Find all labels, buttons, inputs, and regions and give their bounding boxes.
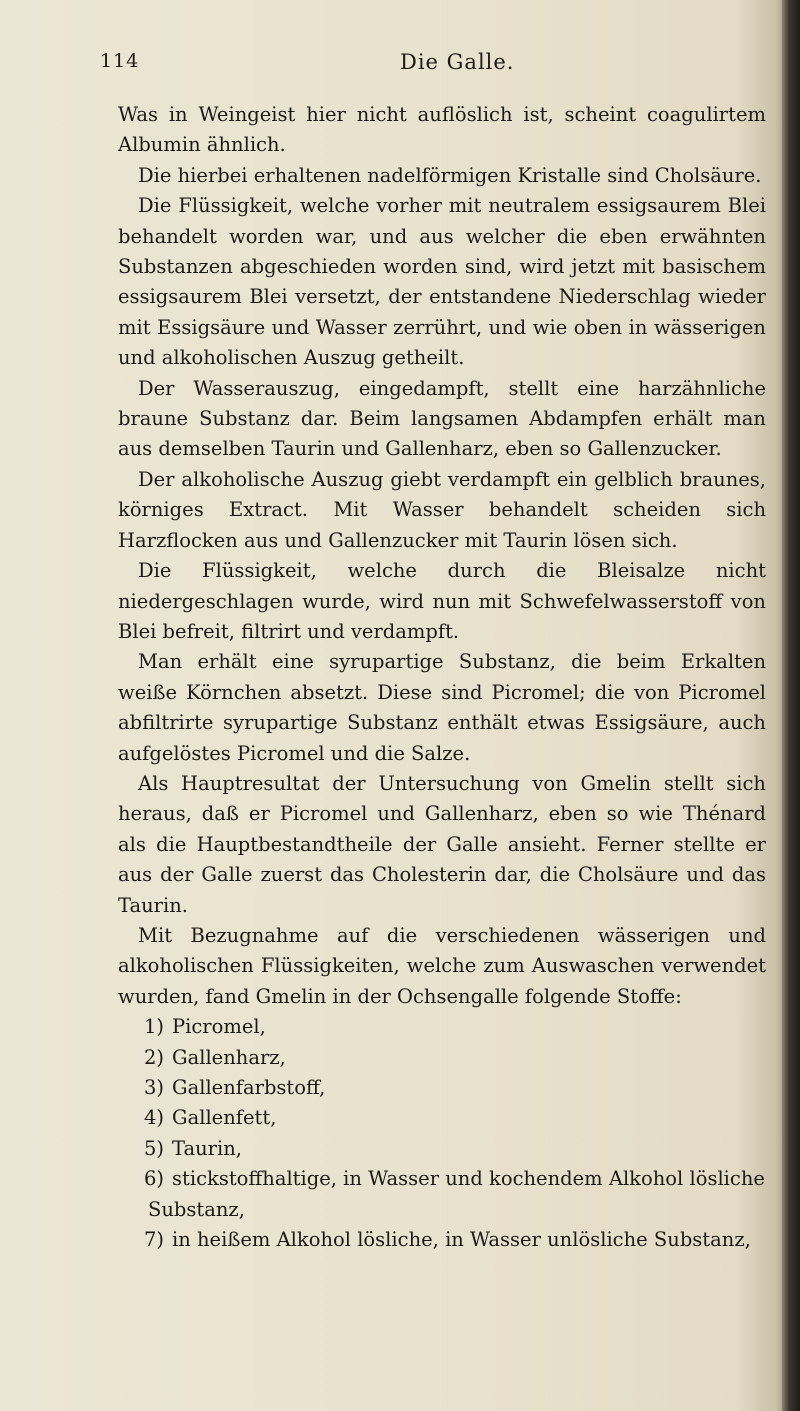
paragraph: Die Flüssigkeit, welche durch die Bleisalze nicht niedergeschlagen wurde, wird nun mit Schwefelwasserstoff von Blei befreit, filtrirt und verdampft. — [118, 559, 766, 643]
list-number: 7) — [144, 1228, 165, 1252]
list-text: Gallenharz, — [172, 1045, 286, 1069]
list-item — [118, 1043, 766, 1073]
list-item — [118, 1073, 766, 1103]
list-text: Gallenfett, — [172, 1106, 277, 1130]
binding-shadow — [782, 0, 800, 1411]
list-item — [118, 1103, 766, 1133]
paragraph: Mit Bezugnahme auf die verschiedenen wässerigen und alkoholischen Flüssigkeiten, welche zum Auswaschen verwendet wurden, fand Gmelin in der Ochsengalle folgende Stoffe: — [118, 923, 766, 1008]
paragraph: Der alkoholische Auszug giebt verdampft ein gelblich braunes, körniges Extract. Mit Wasser behandelt scheiden sich Harzflocken aus und Gallenzucker mit Taurin lösen sich. — [118, 467, 766, 552]
list-item — [118, 1012, 766, 1042]
list-text: Picromel, — [172, 1015, 266, 1039]
running-head: Die Galle. — [400, 50, 515, 74]
substance-list — [118, 1012, 766, 1255]
paragraph: Was in Weingeist hier nicht auflöslich ist, scheint coagulirtem Albumin ähnlich. — [118, 103, 766, 157]
list-number: 3) — [144, 1076, 165, 1099]
list-text: Gallenfarbstoff, — [172, 1076, 326, 1099]
paragraph: Man erhält eine syrupartige Substanz, die beim Erkalten weiße Körnchen absetzt. Diese sind Picromel; die von Picromel abfiltrirte syrupartige Substanz enthält etwas Essigsäure, auch aufgelöstes Picromel und die Salze. — [118, 650, 766, 765]
list-number: 1) — [144, 1015, 165, 1039]
page-number: 114 — [100, 50, 140, 72]
list-number: 6) — [144, 1167, 165, 1191]
list-number: 2) — [144, 1045, 165, 1069]
page-body — [118, 100, 766, 1255]
paragraph: Als Hauptresultat der Untersuchung von Gmelin stellt sich heraus, daß er Picromel und Gallenharz, eben so wie Thénard als die Hauptbestandtheile der Galle ansieht. Ferner stellte er aus der Galle zuerst das Cholesterin dar, die Cholsäure und das Taurin. — [118, 771, 766, 917]
list-item — [118, 1164, 766, 1225]
paragraph: Die hierbei erhaltenen nadelförmigen Kristalle sind Cholsäure. — [138, 163, 762, 187]
list-item — [118, 1134, 766, 1164]
page-header — [100, 50, 760, 80]
list-number: 5) — [144, 1136, 165, 1160]
list-text: Taurin, — [172, 1136, 242, 1160]
list-number: 4) — [144, 1106, 165, 1130]
list-text: in heißem Alkohol lösliche, in Wasser unlösliche Substanz, — [172, 1228, 751, 1252]
list-item — [118, 1225, 766, 1255]
paragraph: Die Flüssigkeit, welche vorher mit neutralem essigsaurem Blei behandelt worden war, und aus welcher die eben erwähnten Substanzen abgeschieden worden sind, wird jetzt mit basischem essigsaurem Blei versetzt, der entstandene Niederschlag wieder mit Essigsäure und Wasser zerrührt, und wie oben in wässerigen und alkoholischen Auszug getheilt. — [118, 194, 766, 370]
paragraph: Der Wasserauszug, eingedampft, stellt eine harzähnliche braune Substanz dar. Beim langsamen Abdampfen erhält man aus demselben Taurin und Gallenharz, eben so Gallenzucker. — [118, 376, 766, 461]
list-text: stickstoffhaltige, in Wasser und kochendem Alkohol lösliche Substanz, — [148, 1167, 765, 1221]
